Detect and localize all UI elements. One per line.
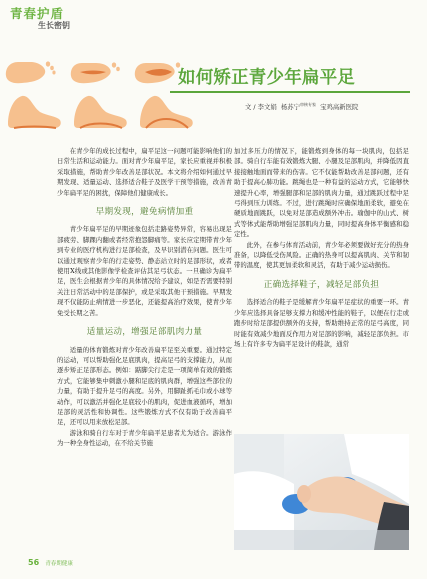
byline-author: 文 / 李文娟 xyxy=(245,103,277,112)
byline-org: 宝鸡高新医院 xyxy=(320,103,359,112)
left-column xyxy=(57,146,232,449)
page-footer xyxy=(28,558,73,567)
foot-sole-icon xyxy=(6,61,56,83)
byline-reviewer: 杨苏宁 xyxy=(280,103,301,112)
paragraph: 此外，在参与体育活动前，青少年必须要做好充分的热身准备，以降低受伤风险。正确的热身可以提高肌肉、关节和韧带的温度，使其更加柔软和灵活，有助于减少运动损伤。 xyxy=(234,240,409,270)
foot-sole-icon xyxy=(71,62,120,83)
article-title: 如何矫正青少年扁平足 xyxy=(178,68,355,88)
foot-side-icon xyxy=(8,96,61,128)
subheading: 早期发现，避免病情加重 xyxy=(95,207,194,218)
foot-side-icon xyxy=(74,96,127,128)
paragraph: 在青少年的成长过程中，扁平足这一问题可能影响他们的日常生活和运动能力。面对青少年扁平足，家长应重视并积极采取措施，帮助青少年改善足部状况。本文将介绍如何通过早期发现、适量运动、选择适合鞋子及医学干预等措施，改善青少年扁平足的困扰，保障他们健康成长。 xyxy=(57,147,232,197)
title-underline xyxy=(170,91,410,93)
right-column xyxy=(234,146,409,349)
foot-sole-icon xyxy=(135,62,180,83)
section-name: 青春护盾 xyxy=(10,6,65,21)
paragraph: 青少年扁平足的早期迹象包括走路姿势异常，容易出现足部疲劳、脚踝内翻或者经常抱怨脚痛等。家长应定期带青少年到专业的医疗机构进行足部检查，及早识别潜在问题。医生可以通过观察青少年的行走姿势、静态站立时的足部形状，或者使用X线或其他影像学检查评估其足弓状态。一旦确诊为扁平足，医生会根据青少年的具体情况给予建议，如是否需要特别关注日常活动中的足部保护，或是采取其他干预措施。早期发现不仅能防止病情进一步恶化，还能提高治疗效果，使青少年免受长期之苦。 xyxy=(57,225,232,317)
byline xyxy=(245,102,358,111)
paragraph: 加过多压力的情况下，能锻炼到身体的每一块肌肉，包括足部。骑自行车能有效锻炼大腿、小腿及足部肌肉，并降低因直接接触地面而带来的伤害。它不仅能帮助改善足部问题，还有助于提高心肺功能。跳绳也是一种有益的运动方式，它能够快速提升心率，增强腿部和足部的肌肉力量，通过跳跃过程中足弓得到压力训练。不过，进行跳绳时应确保地面柔软，避免在硬质地面跳跃，以免对足部造成额外冲击。瑜伽中的山式、树式等体式能帮助增强足部肌肉力量，同时提高身体平衡感和稳定性。 xyxy=(234,147,409,239)
magazine-name: 青春期健康 xyxy=(45,561,73,567)
byline-reviewer-tag: 审核专家 xyxy=(300,102,317,107)
paragraph: 游泳和骑自行车对于青少年扁平足患者尤为适合。游泳作为一种全身性运动，在不给关节施 xyxy=(57,428,232,448)
subheading: 正确选择鞋子，减轻足部负担 xyxy=(263,279,380,290)
section-subname: 生长密钥 xyxy=(38,21,70,30)
paragraph: 选择适合的鞋子是缓解青少年扁平足症状的重要一环。青少年应选择具备足够支撑力和缓冲性能的鞋子，以便在行走或跑步时给足部提供额外的支持，帮助维持正常的足弓高度，同时能有效减少地面反作用力对足部的影响，减轻足部负担。市场上有许多专为扁平足设计的鞋款，通常 xyxy=(234,298,409,348)
subheading: 适量运动，增强足部肌肉力量 xyxy=(86,327,203,338)
page-number: 56 xyxy=(28,558,40,567)
foot-side-icon xyxy=(140,96,193,128)
doctor-examining-foot-photo xyxy=(234,434,409,550)
paragraph: 适量的体育锻炼对青少年改善扁平足至关重要。通过特定的运动，可以帮助强化足底肌肉，提高足弓的支撑能力，从而逐步矫正足部形态。例如：踮脚尖行走是一项简单有效的锻炼方式，它能够集中刺激小腿和足底的肌肉群，增强这些部位的力量，有助于提升足弓的高度。另外，用脚趾抓毛巾或小球等动作，可以激活并强化足底较小的肌肉，促进血液循环，增加足部的灵活性和协调性。这些锻炼方式不仅有助于改善扁平足，还可以用来放松足部。 xyxy=(57,345,232,427)
